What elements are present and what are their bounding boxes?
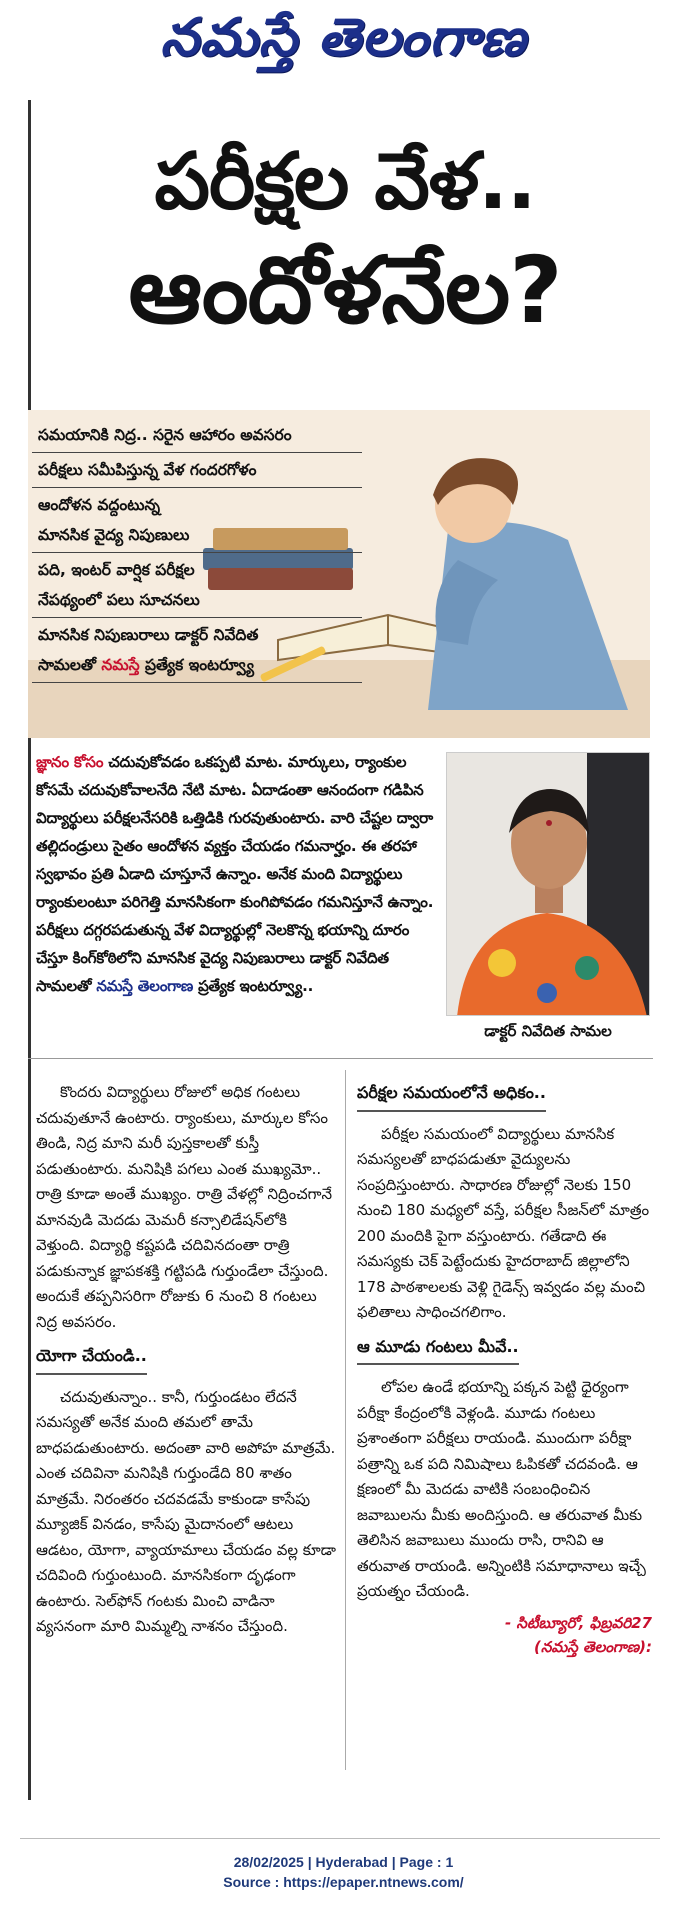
illustration-panel	[28, 410, 650, 738]
highlight-text: సామలతో	[38, 656, 102, 674]
doctor-photo	[446, 752, 650, 1016]
highlight-brand: నమస్తే	[101, 656, 140, 674]
lead-tail: ప్రత్యేక ఇంటర్వ్యూ..	[193, 977, 314, 995]
left-column	[36, 1080, 336, 1640]
left-border-rule	[28, 100, 31, 1800]
highlight-item: పది, ఇంటర్ వార్షిక పరీక్షల	[38, 561, 195, 579]
subheading-yoga: యోగా చేయండి..	[36, 1343, 147, 1375]
left-paragraph-1: కొందరు విద్యార్థులు రోజులో అధిక గంటలు చదువుతూనే ఉంటారు. ర్యాంకులు, మార్కుల కోసం తిండి, నిద్ర మాని మరీ పుస్తకాలతో కుస్తీ పడుతుంటారు. మనిషికి పగలు ఎంత ముఖ్యమో.. రాత్రి కూడా అంతే ముఖ్యం. రాత్రి వేళల్లో నిద్రించగానే మానవుడి మెదడు మెమరీ కన్సాలిడేషన్‌లోకి వెళ్తుంది. విద్యార్థి కష్టపడి చదివినదంతా రాత్రి పడుకున్నాక జ్ఞాపకశక్తి గట్టిపడి గుర్తుండేలా చేస్తుంది. అందుకే తప్పనిసరిగా రోజుకు 6 నుంచి 8 గంటలు నిద్ర అవసరం.	[36, 1083, 332, 1331]
headline-line-2: ఆందోళనేల?	[128, 237, 562, 344]
highlight-text: ప్రత్యేక ఇంటర్వ్యూ	[139, 656, 255, 674]
newspaper-logo: నమస్తే తెలంగాణ	[160, 8, 527, 68]
right-paragraph-2: లోపల ఉండే భయాన్ని పక్కన పెట్టి ధైర్యంగా పరీక్షా కేంద్రంలోకి వెళ్లండి. మూడు గంటలు ప్రశాంతంగా పరీక్షలు రాయండి. ముందుగా పరీక్షా పత్రాన్ని ఒక పది నిమిషాలు ఓపికతో చదవండి. ఆ క్షణంలో మీ మెదడు వాటికి సంబంధించిన జవాబులను మీకు అందిస్తుంది. ఆ తరువాత మీకు తెలిసిన జవాబులు ముందు రాసి, రానివి ఆ తరువాత రాయండి. అన్నింటికి సమాధానాలు ఇచ్చే ప్రయత్నం చేయండి.	[357, 1378, 646, 1600]
footer-date-edition: 28/02/2025 | Hyderabad | Page : 1	[233, 1854, 454, 1870]
highlight-item: ఆందోళన వద్దంటున్న	[38, 496, 161, 514]
subheading-three-hours: ఆ మూడు గంటలు మీవే..	[357, 1334, 519, 1366]
section-divider	[28, 1058, 653, 1059]
footer-source-link[interactable]: Source : https://epaper.ntnews.com/	[223, 1874, 464, 1890]
lead-body: చదువుకోవడం ఒకప్పటి మాట. మార్కులు, ర్యాంకుల కోసమే చదువుకోవాలనేది నేటి మాట. ఏదాడంతా ఆనందంగా గడిపిన విద్యార్థులు పరీక్షలనేసరికి ఒత్తిడికి గురవుతుంటారు. వారి చేష్టల ద్వారా తల్లిదండ్రులు సైతం ఆందోళన వ్యక్తం చేయడం గమనార్హం. ఈ తరహా స్వభావం ప్రతి ఏడాది చూస్తూనే ఉన్నాం. అనేక మంది విద్యార్థులు ర్యాంకులంటూ పరిగెత్తి మానసికంగా కుంగిపోవడం గమనిస్తూనే ఉన్నాం. పరీక్షలు దగ్గరపడుతున్న వేళ విద్యార్థుల్లో నెలకొన్న భయాన్ని దూరం చేస్తూ కింగ్‌కోఠిలోని మానసిక వైద్య నిపుణురాలు డాక్టర్ నివేదిత సామలతో	[36, 753, 434, 995]
headline	[30, 132, 660, 350]
masthead	[0, 0, 687, 98]
highlight-item: మానసిక వైద్య నిపుణులు	[32, 518, 362, 553]
byline	[357, 1611, 652, 1659]
footer	[0, 1852, 687, 1892]
highlight-item: సమయానికి నిద్ర.. సరైన ఆహారం అవసరం	[32, 418, 362, 453]
lead-paragraph	[36, 748, 436, 1000]
right-paragraph-1: పరీక్షల సమయంలో విద్యార్థులు మానసిక సమస్యలతో బాధపడుతూ వైద్యులను సంప్రదిస్తుంటారు. సాధారణ రోజుల్లో నెలకు 150 నుంచి 180 మధ్యలో వస్తే, పరీక్షల సీజన్‌లో మాత్రం 200 మందికి పైగా వస్తుంటారు. గతేడాది ఈ సమస్యకు చెక్ పెట్టేందుకు హైదరాబాద్ జిల్లాలోని 178 పాఠశాలలకు వెళ్లి గైడెన్స్ ఇవ్వడం వల్ల మంచి ఫలితాలు సాధించగలిగాం.	[357, 1124, 650, 1321]
highlights-list	[32, 418, 362, 683]
right-column	[357, 1080, 652, 1659]
highlight-item: మానసిక నిపుణురాలు డాక్టర్ నివేదిత	[38, 626, 259, 644]
left-paragraph-2: చదువుతున్నాం.. కానీ, గుర్తుండటం లేదనే సమస్యతో అనేక మంది తమలో తామే బాధపడుతుంటారు. అదంతా వారి అపోహ మాత్రమే. ఎంత చదివినా మనిషికి గుర్తుండేది 80 శాతం మాత్రమే. నిరంతరం చదవడమే కాకుండా కాసేపు మ్యూజిక్ వినడం, కాసేపు మైదానంలో ఆటలు ఆడటం, యోగా, వ్యాయామాలు చేయడం వల్ల కూడా చదివింది గుర్తుంటుంది. మానసికంగా దృఢంగా ఉంటారు. సెల్‌ఫోన్ గంటకు మించి వాడినా వ్యసనంగా మారి మిమ్మల్ని నాశనం చేస్తుంది.	[36, 1387, 336, 1635]
headline-line-1: పరీక్షల వేళ..	[154, 137, 536, 227]
photo-caption: డాక్టర్ నివేదిత సామల	[484, 1022, 612, 1040]
highlight-item: నేపథ్యంలో పలు సూచనలు	[32, 583, 362, 618]
subheading-exam-time: పరీక్షల సమయంలోనే అధికం..	[357, 1080, 546, 1112]
highlight-item-last	[32, 648, 362, 683]
highlight-item: పరీక్షలు సమీపిస్తున్న వేళ గందరగోళం	[32, 453, 362, 488]
byline-dateline: - సిటీబ్యూరో, ఫిబ్రవరి27	[504, 1613, 652, 1632]
footer-rule	[20, 1838, 660, 1839]
byline-source: (నమస్తే తెలంగాణ):	[534, 1637, 652, 1656]
doctor-portrait-image	[447, 753, 650, 1016]
column-divider	[345, 1070, 346, 1770]
lead-brand: నమస్తే తెలంగాణ	[96, 977, 194, 995]
lead-kicker: జ్ఞానం కోసం	[36, 753, 104, 771]
